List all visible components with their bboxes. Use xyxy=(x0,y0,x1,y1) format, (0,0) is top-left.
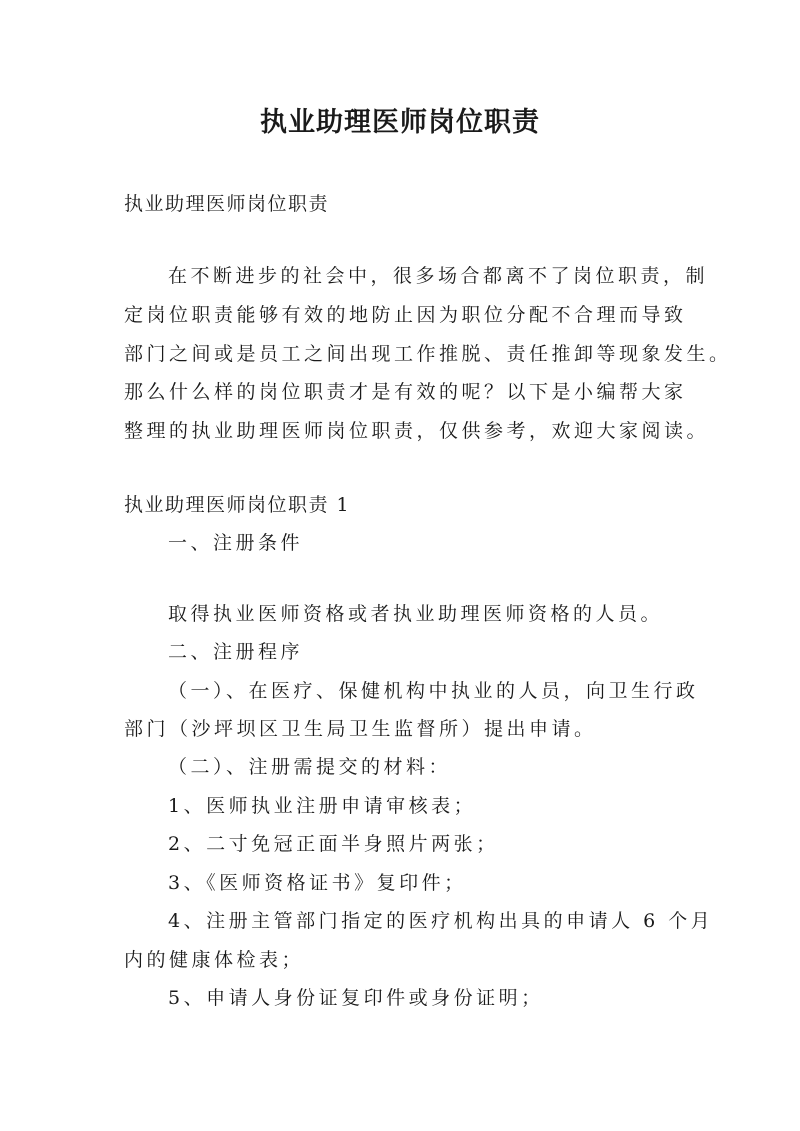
intro-line: 定岗位职责能够有效的地防止因为职位分配不合理而导致 xyxy=(124,304,687,326)
intro-line: 部门之间或是员工之间出现工作推脱、责任推卸等现象发生。 xyxy=(124,343,732,365)
materials-heading: （二）、注册需提交的材料： xyxy=(168,756,452,778)
list-item-continuation: 内的健康体检表； xyxy=(124,949,305,971)
list-item: 2、二寸免冠正面半身照片两张； xyxy=(168,833,499,855)
list-item: 3、《医师资格证书》复印件； xyxy=(168,872,467,894)
registration-conditions-heading: 一、注册条件 xyxy=(168,532,304,554)
list-item: 5、申请人身份证复印件或身份证明； xyxy=(168,987,544,1009)
intro-line: 整理的执业助理医师岗位职责，仅供参考，欢迎大家阅读。 xyxy=(124,420,710,442)
section-heading: 执业助理医师岗位职责 1 xyxy=(124,494,351,516)
registration-procedure-heading: 二、注册程序 xyxy=(168,641,304,663)
body-paragraph: 部门（沙坪坝区卫生局卫生监督所）提出申请。 xyxy=(124,718,597,740)
document-subtitle: 执业助理医师岗位职责 xyxy=(124,193,330,215)
body-paragraph: 取得执业医师资格或者执业助理医师资格的人员。 xyxy=(168,603,664,625)
intro-line: 在不断进步的社会中，很多场合都离不了岗位职责，制 xyxy=(168,265,709,287)
list-item: 4、注册主管部门指定的医疗机构出具的申请人 6 个月 xyxy=(168,910,714,932)
intro-line: 那么什么样的岗位职责才是有效的呢？以下是小编帮大家 xyxy=(124,381,687,403)
list-item: 1、医师执业注册申请审核表； xyxy=(168,795,477,817)
document-title: 执业助理医师岗位职责 xyxy=(260,107,540,138)
body-paragraph: （一）、在医疗、保健机构中执业的人员，向卫生行政 xyxy=(168,680,699,702)
